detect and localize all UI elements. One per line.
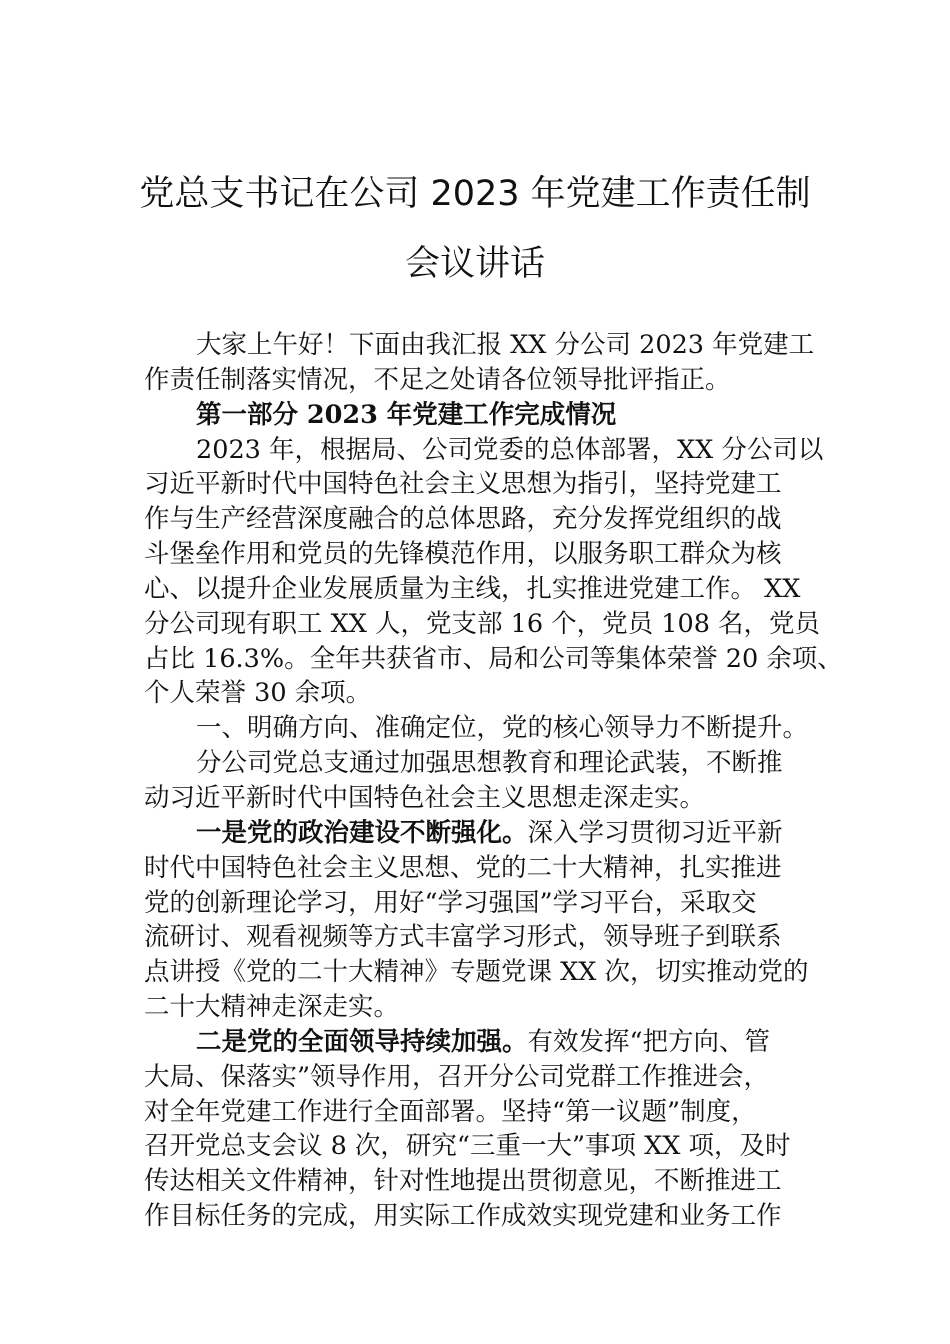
paragraph-lead-phrase: 二是党的全面领导持续加强。	[196, 1026, 528, 1057]
body-line	[144, 886, 824, 921]
body-line-text: 党的创新理论学习，用好“学习强国”学习平台，采取交	[144, 887, 757, 918]
body-line-text: 心、以提升企业发展质量为主线，扎实推进党建工作。 XX	[144, 573, 801, 604]
body-line-text: 动习近平新时代中国特色社会主义思想走深走实。	[144, 782, 706, 813]
body-line-text: 对全年党建工作进行全面部署。坚持“第一议题”制度，	[144, 1096, 757, 1127]
body-line-text: 个人荣誉 30 余项。	[144, 678, 372, 709]
body-line	[144, 642, 843, 677]
body-line-text: 占比 16.3%。全年共获省市、局和公司等集体荣誉 20 余项、	[144, 643, 843, 674]
body-line	[144, 572, 824, 607]
body-line-text: 一、明确方向、准确定位，党的核心领导力不断提升。	[196, 713, 809, 744]
body-line	[144, 398, 824, 433]
body-line-text: 习近平新时代中国特色社会主义思想为指引，坚持党建工	[144, 469, 782, 500]
body-line	[144, 433, 824, 468]
body-line-text: 流研讨、观看视频等方式丰富学习形式，领导班子到联系	[144, 922, 782, 953]
body-line	[144, 1199, 824, 1234]
body-line	[144, 537, 824, 572]
body-line-text: 大家上午好！下面由我汇报 XX 分公司 2023 年党建工	[196, 330, 815, 360]
body-line-text: 深入学习贯彻习近平新	[527, 817, 783, 848]
body-line-text: 作责任制落实情况，不足之处请各位领导批评指正。	[144, 364, 731, 395]
body-line-text: 2023 年，根据局、公司党委的总体部署，XX 分公司以	[196, 434, 824, 465]
document-title-line-2: 会议讲话	[404, 244, 545, 284]
body-line-text: 第一部分 2023 年党建工作完成情况	[196, 399, 617, 430]
body-line	[144, 1095, 824, 1130]
body-line-text: 二十大精神走深走实。	[144, 992, 400, 1023]
body-line-text: 点讲授《党的二十大精神》专题党课 XX 次，切实推动党的	[144, 957, 809, 988]
body-line-text: 大局、保落实”领导作用，召开分公司党群工作推进会，	[144, 1061, 770, 1092]
body-line	[144, 363, 824, 398]
body-line	[144, 781, 824, 816]
body-line-text: 传达相关文件精神，针对性地提出贯彻意见，不断推进工	[144, 1166, 782, 1197]
body-line-text: 分公司党总支通过加强思想教育和理论武装，不断推	[196, 748, 783, 779]
body-line	[144, 746, 824, 781]
body-line-text: 有效发挥“把方向、管	[527, 1026, 771, 1057]
body-line-text: 作目标任务的完成，用实际工作成效实现党建和业务工作	[144, 1201, 782, 1232]
body-line	[144, 920, 824, 955]
body-line-text: 分公司现有职工 XX 人，党支部 16 个，党员 108 名，党员	[144, 608, 821, 639]
body-line-text: 斗堡垒作用和党员的先锋模范作用，以服务职工群众为核	[144, 539, 782, 570]
document-body	[144, 328, 843, 1234]
body-line-text: 时代中国特色社会主义思想、党的二十大精神，扎实推进	[144, 852, 782, 883]
body-line	[144, 955, 824, 990]
body-line	[144, 816, 824, 851]
body-line	[144, 328, 824, 363]
paragraph-lead-phrase: 一是党的政治建设不断强化。	[196, 817, 528, 848]
body-line-text: 作与生产经营深度融合的总体思路，充分发挥党组织的战	[144, 504, 782, 535]
body-line	[144, 711, 824, 746]
body-line-text: 召开党总支会议 8 次，研究“三重一大”事项 XX 项，及时	[144, 1131, 791, 1162]
body-line	[144, 1025, 824, 1060]
body-line	[144, 467, 824, 502]
body-line	[144, 607, 824, 642]
body-line	[144, 851, 824, 886]
body-line	[144, 990, 824, 1025]
body-line	[144, 676, 824, 711]
document-title-line-1: 党总支书记在公司 2023 年党建工作责任制	[139, 174, 811, 214]
body-line	[144, 1129, 824, 1164]
body-line	[144, 502, 824, 537]
body-line	[144, 1060, 824, 1095]
body-line	[144, 1164, 824, 1199]
